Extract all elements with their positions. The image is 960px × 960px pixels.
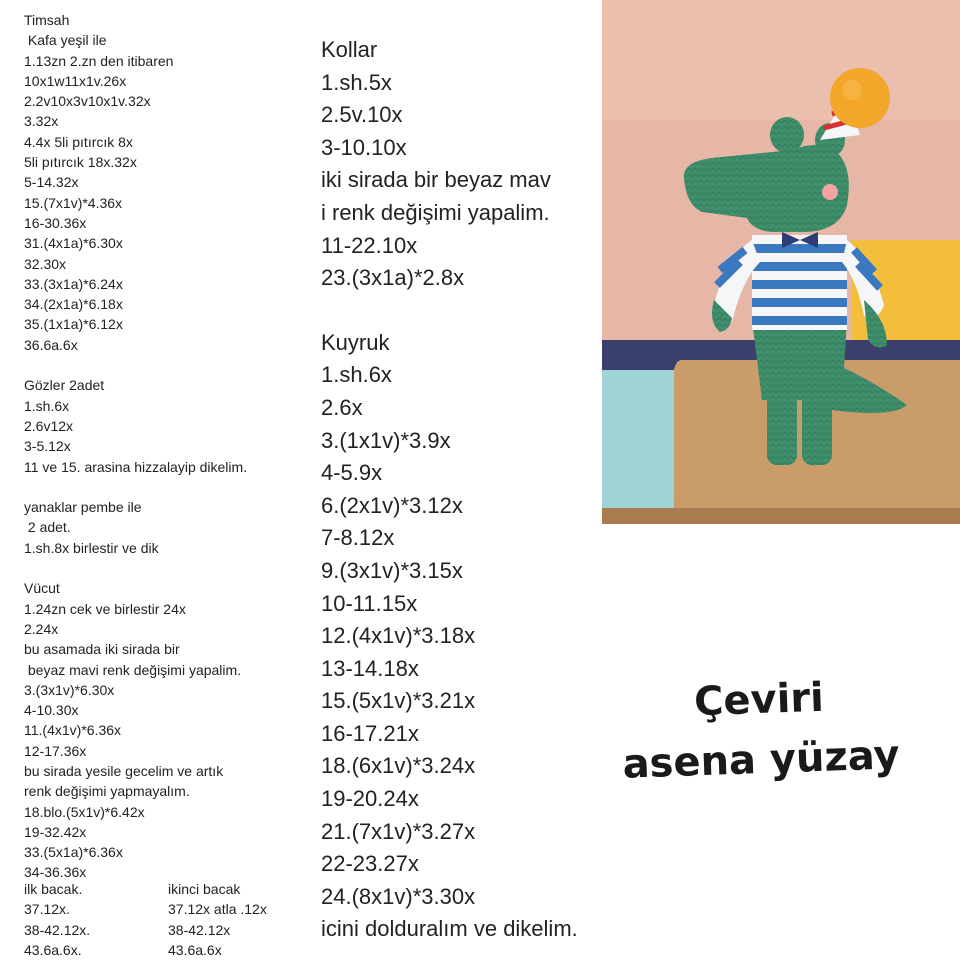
text-line: Vücut: [24, 580, 60, 597]
striped-sweater: [752, 235, 847, 330]
text-line: 4.4x 5li pıtırcık 8x: [24, 133, 133, 150]
text-line: 37.12x.: [24, 901, 70, 918]
text-line: Timsah: [24, 12, 70, 28]
pink-cheek: [822, 184, 838, 200]
pattern-middle-column: [321, 34, 641, 946]
text-line: [24, 558, 314, 578]
text-line: 19-20.24x: [321, 786, 419, 812]
right-leg: [802, 390, 832, 465]
text-line: iki sirada bir beyaz mav: [321, 167, 551, 193]
text-line: 15.(7x1v)*4.36x: [24, 194, 123, 211]
text-line: 1.sh.6x: [321, 362, 392, 388]
text-line: icini dolduralım ve dikelim.: [321, 916, 578, 942]
text-line: 2.6v12x: [24, 417, 74, 434]
text-line: ilk bacak.: [24, 881, 83, 897]
text-line: 43.6a.6x.: [24, 941, 82, 958]
text-line: 3.32x: [24, 113, 59, 130]
text-line: 35.(1x1a)*6.12x: [24, 316, 123, 333]
text-line: 43.6a.6x: [168, 941, 222, 958]
text-line: 2.24x: [24, 620, 59, 637]
text-line: beyaz mavi renk değişimi yapalim.: [24, 661, 242, 678]
text-line: 34.(2x1a)*6.18x: [24, 296, 123, 313]
text-line: 18.blo.(5x1v)*6.42x: [24, 803, 145, 820]
text-line: 12-17.36x: [24, 742, 87, 759]
text-line: 2.5v.10x: [321, 102, 403, 128]
text-line: bu sirada yesile gecelim ve artık: [24, 762, 224, 779]
photo-illustration: [602, 0, 960, 524]
text-line: 10x1w11x1v.26x: [24, 72, 127, 89]
text-line: 1.sh.8x birlestir ve dik: [24, 539, 159, 556]
text-line: 33.(3x1a)*6.24x: [24, 275, 123, 292]
text-line: bu asamada iki sirada bir: [24, 641, 180, 658]
text-line: ikinci bacak: [168, 881, 241, 897]
text-line: 23.(3x1a)*2.8x: [321, 265, 465, 291]
text-line: 34-36.36x: [24, 864, 87, 881]
text-line: 12.(4x1v)*3.18x: [321, 623, 476, 649]
text-line: 31.(4x1a)*6.30x: [24, 235, 123, 252]
text-line: Gözler 2adet: [24, 377, 105, 394]
text-line: 38-42.12x.: [24, 921, 91, 938]
text-line: 9.(3x1v)*3.15x: [321, 557, 463, 583]
text-line: 4-5.9x: [321, 460, 383, 486]
text-line: renk değişimi yapmayalım.: [24, 783, 190, 800]
text-line: 15.(5x1v)*3.21x: [321, 688, 476, 714]
text-line: 7-8.12x: [321, 525, 395, 551]
section-gap: [321, 295, 641, 327]
text-line: [24, 355, 314, 375]
text-line: 22-23.27x: [321, 851, 419, 877]
text-line: 13-14.18x: [321, 655, 419, 681]
second-leg-column: [168, 879, 314, 960]
text-line: 32.30x: [24, 255, 67, 272]
left-leg: [767, 390, 797, 465]
lower-body: [752, 320, 847, 400]
text-line: 3.(1x1v)*3.9x: [321, 427, 451, 453]
credit-line-1: Çeviri: [693, 674, 825, 726]
text-line: 16-17.21x: [321, 720, 419, 746]
crocodile-amigurumi-photo: [602, 0, 960, 524]
text-line: 1.sh.6x: [24, 397, 70, 414]
text-line: 19-32.42x: [24, 823, 87, 840]
text-line: 33.(5x1a)*6.36x: [24, 844, 123, 861]
text-line: 4-10.30x: [24, 702, 79, 719]
text-line: 3-10.10x: [321, 134, 407, 160]
text-line: 37.12x atla .12x: [168, 901, 267, 918]
text-line: 21.(7x1v)*3.27x: [321, 818, 476, 844]
text-line: 2.2v10x3v10x1v.32x: [24, 93, 151, 110]
text-line: 16-30.36x: [24, 214, 87, 231]
text-line: 11.(4x1v)*6.36x: [24, 722, 122, 739]
text-line: 5-14.32x: [24, 174, 79, 191]
section-heading-kuyruk: Kuyruk: [321, 329, 390, 355]
text-line: i renk değişimi yapalim.: [321, 199, 550, 225]
text-line: 24.(8x1v)*3.30x: [321, 883, 476, 909]
text-line: 1.13zn 2.zn den itibaren: [24, 52, 174, 69]
text-line: 1.24zn cek ve birlestir 24x: [24, 600, 186, 617]
text-line: yanaklar pembe ile: [24, 499, 142, 516]
text-line: 5li pıtırcık 18x.32x: [24, 154, 137, 171]
credit-line-2: asena yüzay: [621, 732, 901, 788]
text-line: 18.(6x1v)*3.24x: [321, 753, 476, 779]
section-heading-kollar: Kollar: [321, 37, 378, 62]
text-line: 38-42.12x: [168, 921, 231, 938]
text-line: 10-11.15x: [321, 590, 418, 616]
text-line: 3-5.12x: [24, 438, 71, 455]
text-line: 11 ve 15. arasina hizzalayip dikelim.: [24, 458, 248, 475]
text-line: 6.(2x1v)*3.12x: [321, 492, 463, 518]
pattern-left-column: [24, 10, 314, 883]
text-line: 2.6x: [321, 394, 363, 420]
text-line: 36.6a.6x: [24, 336, 78, 353]
text-line: 3.(3x1v)*6.30x: [24, 681, 115, 698]
text-line: 2 adet.: [24, 519, 71, 536]
first-leg-column: [24, 879, 164, 960]
text-line: [24, 477, 314, 497]
text-line: 1.sh.5x: [321, 69, 392, 95]
pompom: [830, 68, 890, 128]
text-line: 11-22.10x: [321, 232, 418, 258]
text-line: Kafa yeşil ile: [24, 32, 107, 49]
left-eye: [770, 117, 804, 153]
translator-credit: [608, 665, 912, 795]
